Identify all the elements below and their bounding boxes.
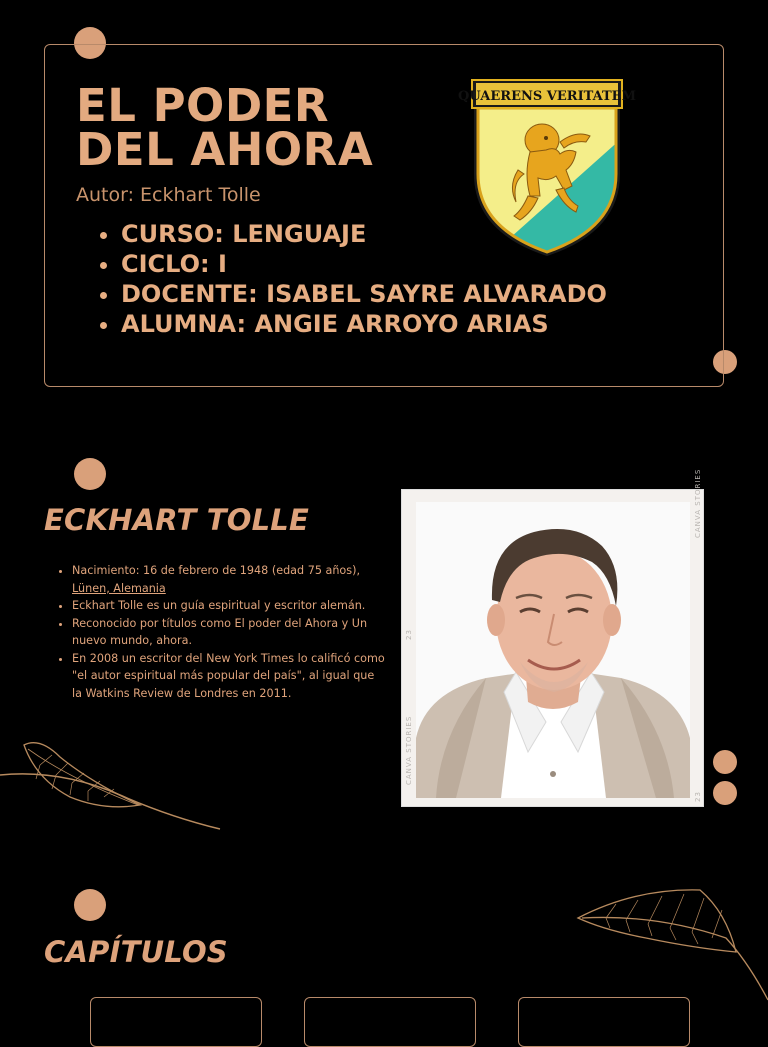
photo-watermark: CANVA STORIES	[405, 715, 413, 785]
bio-heading: ECKHART TOLLE	[44, 503, 309, 537]
decorative-dot	[713, 781, 737, 805]
chapters-heading: CAPÍTULOS	[44, 935, 228, 969]
cycle-item: • CICLO: I	[121, 249, 607, 279]
teacher-item: • DOCENTE: ISABEL SAYRE ALVARADO	[121, 279, 607, 309]
author-line: Autor: Eckhart Tolle	[76, 184, 261, 206]
student-item: • ALUMNA: ANGIE ARROYO ARIAS	[121, 309, 607, 339]
author-photo	[416, 502, 690, 798]
decorative-dot	[74, 458, 106, 490]
photo-number: 23	[405, 629, 413, 640]
bio-item-birth	[72, 562, 387, 597]
bio-list	[56, 562, 387, 702]
page-title: EL PODER DEL AHORA	[76, 79, 374, 176]
school-crest-logo	[458, 78, 636, 254]
chapter-card[interactable]	[518, 997, 690, 1047]
decorative-dot	[74, 889, 106, 921]
author-photo-frame	[401, 468, 704, 807]
bio-item: • En 2008 un escritor del New York Times lo calificó como "el autor espiritual más popular del país", al igual que la Watkins Review de Londres en 2011.	[72, 650, 387, 703]
birth-text: Nacimiento: 16 de febrero de 1948 (edad 75 años),	[72, 564, 361, 577]
decorative-dot	[713, 750, 737, 774]
course-item: • CURSO: LENGUAJE	[121, 219, 607, 249]
bio-item: • Reconocido por títulos como El poder del Ahora y Un nuevo mundo, ahora.	[72, 615, 387, 650]
birth-place-link[interactable]: Lünen, Alemania	[72, 581, 166, 595]
portrait-image	[416, 502, 690, 798]
crest-motto: QUAERENS VERITATEM	[458, 89, 636, 104]
chapter-card[interactable]	[304, 997, 476, 1047]
leaf-decoration	[0, 735, 225, 835]
bio-item: • Eckhart Tolle es un guía espiritual y escritor alemán.	[72, 597, 387, 615]
photo-number: 23	[694, 791, 702, 802]
photo-watermark: CANVA STORIES	[694, 468, 702, 538]
chapter-card[interactable]	[90, 997, 262, 1047]
